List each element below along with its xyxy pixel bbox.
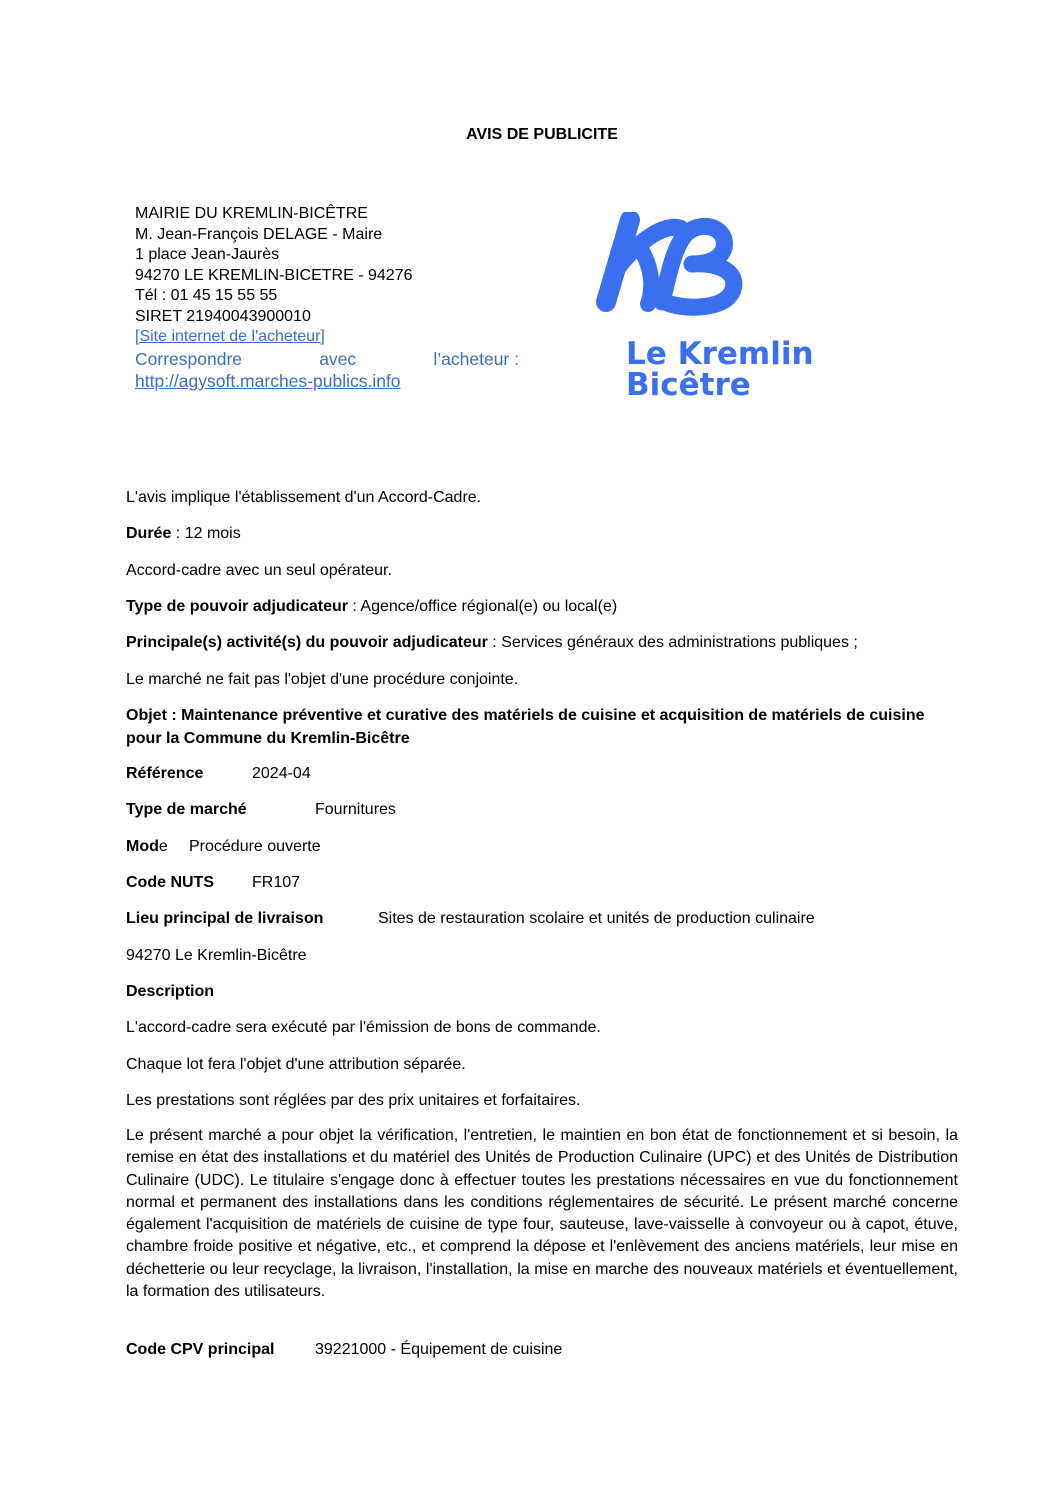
buyer-address-block [135,204,519,393]
correspond-url-link[interactable]: http://agysoft.marches-publics.info [135,370,401,391]
lieu-label: Lieu principal de livraison [126,910,324,927]
description-heading: Description [126,983,215,1000]
activites-label: Principale(s) activité(s) du pouvoir adjudicateur [126,634,488,651]
cpv-value: 39221000 - Équipement de cuisine [315,1341,563,1358]
correspond-word: l’acheteur : [433,348,519,369]
activites-value: : Services généraux des administrations publiques ; [487,634,858,651]
reference-value: 2024-04 [252,765,311,782]
logo-line-1: Le Kremlin [626,336,814,372]
reference-row [126,763,958,785]
lieu-row [126,908,958,930]
mode-row [126,836,958,858]
type-marche-label: Type de marché [126,801,247,818]
conjointe-text: Le marché ne fait pas l'objet d'une procédure conjointe. [126,671,519,688]
kb-monogram-icon [592,212,832,402]
accord-cadre-text: L'avis implique l'établissement d'un Accord-Cadre. [126,489,482,506]
nuts-label: Code NUTS [126,874,214,891]
buyer-website-link[interactable]: [Site internet de l'acheteur] [135,328,325,345]
mode-value: Procédure ouverte [189,838,321,855]
description-long: Le présent marché a pour objet la vérification, l'entretien, le maintien en bon état de fonctionnement et si besoin, la remise en état des installations et du matériel des Unités de Production Culinaire (UPC) et des Unités de Distribution Culinaire (UDC). Le titulaire s'engage donc à effectuer toutes les prestations nécessaires en vue du fonctionnement normal et permanent des installations dans les conditions réglementaires de sécurité. Le présent marché concerne également l'acquisition de matériels de cuisine de type four, sauteuse, lave-vaisselle à convoyeur ou à capot, étuve, chambre froide positive et négative, etc., et comprend la dépose et l'enlèvement des anciens matériels, leur mise en déchetterie ou leur recyclage, la livraison, l'installation, la mise en marche des nouveaux matériels et éventuellement, la formation des utilisateurs. [126,1127,958,1301]
buyer-name: MAIRIE DU KREMLIN-BICÊTRE [135,205,368,222]
type-pouvoir-value: : Agence/office régional(e) ou local(e) [347,598,618,615]
mode-label-bold: Mod [126,838,159,855]
cpv-row [126,1339,958,1361]
correspond-line [135,348,519,370]
type-pouvoir-row [126,596,958,618]
objet-value: : Maintenance préventive et curative des matériels de cuisine et acquisition de matériels de cuisine pour la Commune du Kremlin-Bicêtre [126,707,925,747]
correspond-word: Correspondre [135,348,242,369]
mode-label-regular: e [158,838,168,855]
nuts-value: FR107 [252,874,301,891]
duree-value: : 12 mois [171,525,241,542]
reference-label: Référence [126,765,204,782]
correspond-word: avec [319,348,357,369]
buyer-phone: Tél : 01 45 15 55 55 [135,287,278,304]
duree-label: Durée [126,525,172,542]
type-marche-row [126,799,958,821]
lieu-city: 94270 Le Kremlin-Bicêtre [126,947,307,964]
kremlin-bicetre-logo [592,212,832,402]
nuts-row [126,872,958,894]
buyer-representative: M. Jean-François DELAGE - Maire [135,225,383,243]
objet-row [126,705,958,750]
description-line-2: Chaque lot fera l'objet d'une attribution séparée. [126,1056,466,1073]
objet-label: Objet [126,707,167,724]
buyer-street: 1 place Jean-Jaurès [135,246,280,263]
description-line-1: L'accord-cadre sera exécuté par l'émission de bons de commande. [126,1019,601,1036]
activites-row [126,632,958,654]
type-marche-value: Fournitures [315,801,396,818]
operateur-text: Accord-cadre avec un seul opérateur. [126,562,392,579]
page-title: AVIS DE PUBLICITE [466,126,618,143]
duree-row [126,523,958,545]
cpv-label: Code CPV principal [126,1341,275,1358]
description-line-3: Les prestations sont réglées par des prix unitaires et forfaitaires. [126,1092,581,1109]
logo-line-2: Bicêtre [626,367,751,402]
buyer-city: 94270 LE KREMLIN-BICETRE - 94276 [135,266,413,284]
lieu-value: Sites de restauration scolaire et unités de production culinaire [378,910,815,927]
buyer-siret: SIRET 21940043900010 [135,307,311,325]
type-pouvoir-label: Type de pouvoir adjudicateur [126,598,348,615]
